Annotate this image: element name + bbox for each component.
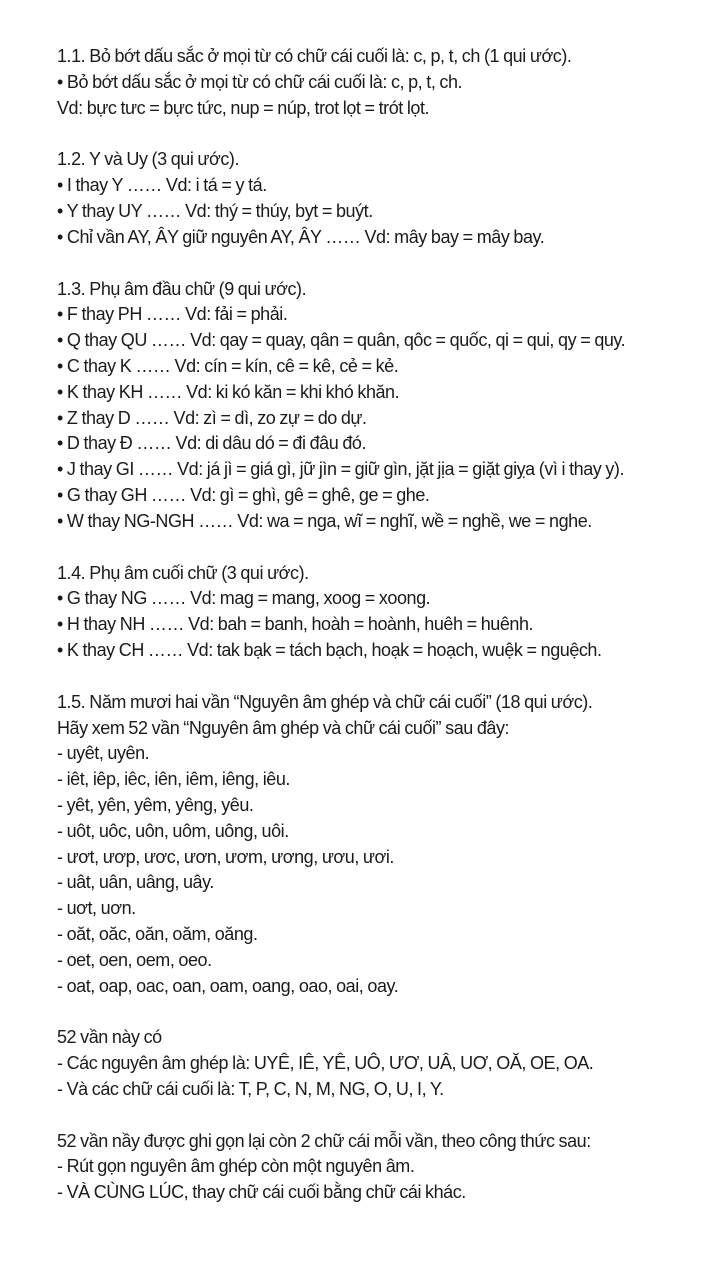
section-heading: 1.5. Năm mươi hai vần “Nguyên âm ghép và chữ cái cuối” (18 qui ước). <box>57 691 593 712</box>
rhyme-list-item: - oet, oen, oem, oeo. <box>57 949 212 970</box>
rhyme-list-item: - uât, uân, uâng, uây. <box>57 872 214 893</box>
section-1-1-acute-accent-rule <box>57 44 712 121</box>
section-heading: 1.4. Phụ âm cuối chữ (3 qui ước). <box>57 562 309 583</box>
rhyme-list-item: - oat, oap, oac, oan, oam, oang, oao, oai, oay. <box>57 975 399 996</box>
rule-item: • Bỏ bớt dấu sắc ở mọi từ có chữ cái cuối là: c, p, t, ch. <box>57 71 463 92</box>
section-rhyme-summary <box>57 1025 712 1102</box>
rule-item: • J thay GI …… Vd: já jì = giá gì, jữ jìn = giữ gìn, jặt jịa = giặt giỵa (vì i thay y). <box>57 459 625 480</box>
rule-item: • D thay Đ …… Vd: di dâu dó = đi đâu đó. <box>57 433 366 454</box>
section-1-4-final-consonants <box>57 561 712 664</box>
section-heading: 1.3. Phụ âm đầu chữ (9 qui ước). <box>57 278 307 299</box>
example-line: Vd: bực tưc = bực tức, nup = núp, trot lọt = trót lọt. <box>57 97 430 118</box>
rule-item: • W thay NG-NGH …… Vd: wa = nga, wĩ = nghĩ, wề = nghề, we = nghe. <box>57 510 592 531</box>
section-heading: 1.2. Y và Uy (3 qui ước). <box>57 149 240 170</box>
rule-item: • G thay NG …… Vd: mag = mang, xoog = xoong. <box>57 588 431 609</box>
summary-heading: 52 vần này có <box>57 1027 162 1048</box>
section-1-5-compound-vowel-rhymes <box>57 690 712 1000</box>
rhyme-list-item: - yêt, yên, yêm, yêng, yêu. <box>57 794 254 815</box>
rule-item: • Chỉ vần AY, ÂY giữ nguyên AY, ÂY …… Vd: mây bay = mây bay. <box>57 226 545 247</box>
intro-line: Hãy xem 52 vần “Nguyên âm ghép và chữ cái cuối” sau đây: <box>57 717 510 738</box>
rhyme-list-item: - iêt, iêp, iêc, iên, iêm, iêng, iêu. <box>57 769 290 790</box>
formula-heading: 52 vần nầy được ghi gọn lại còn 2 chữ cái mỗi vần, theo công thức sau: <box>57 1130 591 1151</box>
rule-item: • K thay CH …… Vd: tak bạk = tách bạch, hoạk = hoạch, wuệk = nguệch. <box>57 639 602 660</box>
rule-item: • Q thay QU …… Vd: qay = quay, qân = quân, qôc = quốc, qi = qui, qy = quy. <box>57 330 626 351</box>
rhyme-list-item: - uyêt, uyên. <box>57 743 150 764</box>
rule-item: • Z thay D …… Vd: zì = dì, zo zự = do dự. <box>57 407 367 428</box>
rule-item: • H thay NH …… Vd: bah = banh, hoàh = hoành, huêh = huênh. <box>57 614 534 635</box>
rhyme-list-item: - ươt, ươp, ươc, ươn, ươm, ương, ươu, ươi. <box>57 846 394 867</box>
formula-item: - VÀ CÙNG LÚC, thay chữ cái cuối bằng chữ cái khác. <box>57 1182 466 1203</box>
rule-item: • G thay GH …… Vd: gì = ghì, gê = ghê, ge = ghe. <box>57 484 430 505</box>
rule-item: • Y thay UY …… Vd: thý = thúy, byt = buýt. <box>57 200 373 221</box>
rhyme-list-item: - oăt, oăc, oăn, oăm, oăng. <box>57 923 258 944</box>
rule-item: • I thay Y …… Vd: i tá = y tá. <box>57 175 267 196</box>
rule-item: • F thay PH …… Vd: fải = phải. <box>57 304 288 325</box>
section-1-2-y-and-uy <box>57 147 712 250</box>
rule-item: • C thay K …… Vd: cín = kín, cê = kê, cẻ = kẻ. <box>57 355 399 376</box>
section-1-3-initial-consonants <box>57 277 712 535</box>
rule-item: • K thay KH …… Vd: ki kó kăn = khi khó khăn. <box>57 381 400 402</box>
formula-item: - Rút gọn nguyên âm ghép còn một nguyên âm. <box>57 1156 415 1177</box>
section-heading: 1.1. Bỏ bớt dấu sắc ở mọi từ có chữ cái cuối là: c, p, t, ch (1 qui ước). <box>57 46 572 66</box>
section-shortening-formula <box>57 1129 712 1206</box>
rhyme-list-item: - uôt, uôc, uôn, uôm, uông, uôi. <box>57 820 289 841</box>
rhyme-list-item: - uơt, uơn. <box>57 898 136 919</box>
summary-item: - Và các chữ cái cuối là: T, P, C, N, M, NG, O, U, I, Y. <box>57 1078 444 1099</box>
document-body <box>57 44 712 1232</box>
summary-item: - Các nguyên âm ghép là: UYÊ, IÊ, YÊ, UÔ, ƯƠ, UÂ, UƠ, OĂ, OE, OA. <box>57 1053 594 1074</box>
